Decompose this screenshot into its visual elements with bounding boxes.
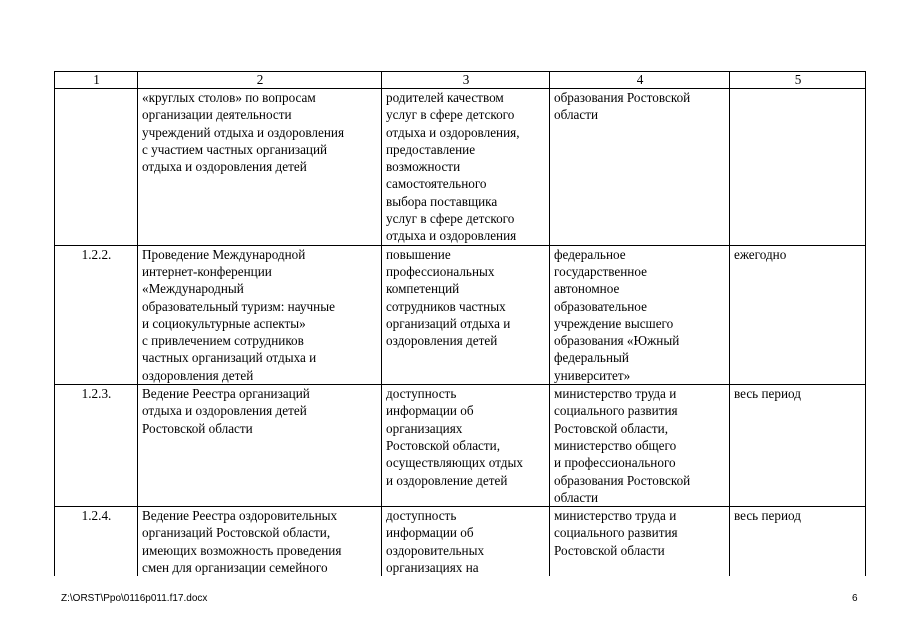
- event-cell: [138, 245, 382, 384]
- result-text: родителей качеством услуг в сфере детского отдыха и оздоровления, предоставление возможности самостоятельного выбора поставщика услуг в сфере детского отдыха и оздоровления: [386, 90, 520, 244]
- event-text: Ведение Реестра оздоровительных организаций Ростовской области, имеющих возможность проведения смен для организации семейного: [142, 508, 342, 576]
- footer-file-path: Z:\ORST\Ppo\0116p011.f17.docx: [61, 593, 208, 604]
- executor-text: министерство труда и социального развития Ростовской области: [554, 508, 678, 558]
- term-text: ежегодно: [734, 246, 787, 262]
- table-row: [55, 507, 866, 576]
- event-text: Ведение Реестра организаций отдыха и оздоровления детей Ростовской области: [142, 386, 310, 436]
- term-cell: [730, 507, 866, 576]
- header-col-2: 2: [138, 72, 382, 89]
- term-text: весь период: [734, 386, 801, 402]
- executor-cell: [550, 507, 730, 576]
- header-col-4: 4: [550, 72, 730, 89]
- result-text: доступность информации об оздоровительных организациях на: [386, 508, 485, 576]
- event-cell: [138, 89, 382, 246]
- header-col-5: 5: [730, 72, 866, 89]
- term-text: весь период: [734, 508, 801, 524]
- result-cell: [382, 385, 550, 507]
- row-number: 1.2.3.: [55, 385, 138, 507]
- table-row: [55, 89, 866, 246]
- header-row: [55, 72, 866, 89]
- executor-cell: [550, 245, 730, 384]
- term-cell: [730, 245, 866, 384]
- result-cell: [382, 507, 550, 576]
- row-number: 1.2.2.: [55, 245, 138, 384]
- result-cell: [382, 245, 550, 384]
- executor-text: федеральное государственное автономное образовательное учреждение высшего образования «Южный федеральный университет»: [554, 246, 680, 383]
- header-col-1: 1: [55, 72, 138, 89]
- table-row: [55, 245, 866, 384]
- footer-page-number: 6: [852, 593, 858, 604]
- event-text: «круглых столов» по вопросам организации деятельности учреждений отдыха и оздоровления с участием частных организаций отдыха и оздоровления детей: [142, 90, 345, 175]
- executor-text: образования Ростовской области: [554, 90, 691, 123]
- plan-table: [54, 71, 866, 576]
- term-cell: [730, 89, 866, 246]
- event-cell: [138, 507, 382, 576]
- event-text: Проведение Международной интернет-конференции «Международный образовательный туризм: научные и социокультурные аспекты» с привлечением сотрудников частных организаций отдыха и оздоровления детей: [142, 246, 335, 383]
- row-number: [55, 89, 138, 246]
- result-text: доступность информации об организациях Ростовской области, осуществляющих отдых и оздоровление детей: [386, 386, 523, 488]
- table-row: [55, 385, 866, 507]
- result-cell: [382, 89, 550, 246]
- executor-cell: [550, 89, 730, 246]
- event-cell: [138, 385, 382, 507]
- executor-cell: [550, 385, 730, 507]
- executor-text: министерство труда и социального развития Ростовской области, министерство общего и профессионального образования Ростовской области: [554, 386, 691, 505]
- row-number: 1.2.4.: [55, 507, 138, 576]
- result-text: повышение профессиональных компетенций сотрудников частных организаций отдыха и оздоровления детей: [386, 246, 511, 349]
- header-col-3: 3: [382, 72, 550, 89]
- term-cell: [730, 385, 866, 507]
